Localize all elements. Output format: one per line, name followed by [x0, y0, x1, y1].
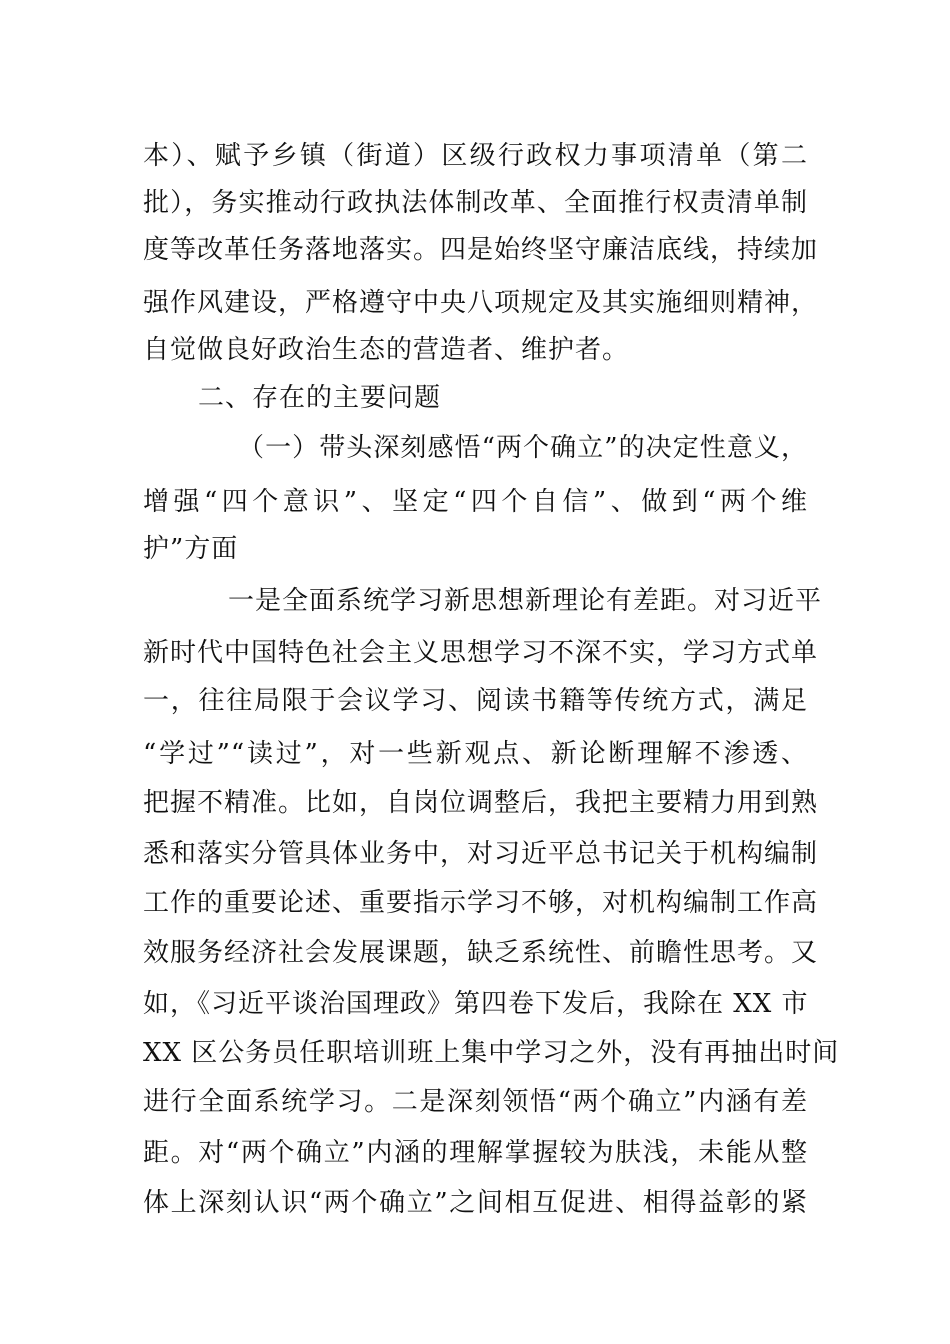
- text-line: 度等改革任务落地落实。四是始终坚守廉洁底线，持续加: [143, 235, 819, 265]
- text-line: 强作风建设，严格遵守中央八项规定及其实施细则精神，: [143, 288, 819, 318]
- text-line: 一是全面系统学习新思想新理论有差距。对习近平: [228, 586, 823, 616]
- text-line: 悉和落实分管具体业务中，对习近平总书记关于机构编制: [143, 839, 819, 869]
- text-line: 新时代中国特色社会主义思想学习不深不实，学习方式单: [143, 638, 819, 668]
- text-line: XX 区公务员任职培训班上集中学习之外，没有再抽出时间: [143, 1038, 840, 1068]
- text-line: 一，往往局限于会议学习、阅读书籍等传统方式，满足: [143, 686, 808, 716]
- subsection-heading: （一）带头深刻感悟“两个确立”的决定性意义，: [238, 433, 808, 463]
- text-line: 把握不精准。比如，自岗位调整后，我把主要精力用到熟: [143, 788, 819, 818]
- text-line: 距。对“两个确立”内涵的理解掌握较为肤浅，未能从整: [143, 1138, 808, 1168]
- text-line: 体上深刻认识“两个确立”之间相互促进、相得益彰的紧: [143, 1188, 808, 1218]
- text-line: 本）、赋予乡镇（街道）区级行政权力事项清单（第二: [143, 141, 808, 171]
- text-line: “学过”“读过”，对一些新观点、新论断理解不渗透、: [143, 739, 808, 769]
- subsection-heading: 护”方面: [143, 534, 239, 564]
- text-line: 批），务实推动行政执法体制改革、全面推行权责清单制: [143, 188, 808, 218]
- text-line: 工作的重要论述、重要指示学习不够，对机构编制工作高: [143, 888, 819, 918]
- text-line: 自觉做良好政治生态的营造者、维护者。: [143, 335, 630, 365]
- subsection-heading: 增强“四个意识”、坚定“四个自信”、做到“两个维: [143, 487, 808, 517]
- section-heading: 二、存在的主要问题: [198, 383, 442, 413]
- text-line: 进行全面系统学习。二是深刻领悟“两个确立”内涵有差: [143, 1087, 808, 1117]
- text-line: 如，《习近平谈治国理政》第四卷下发后，我除在 XX 市: [143, 989, 809, 1019]
- text-line: 效服务经济社会发展课题，缺乏系统性、前瞻性思考。又: [143, 938, 819, 968]
